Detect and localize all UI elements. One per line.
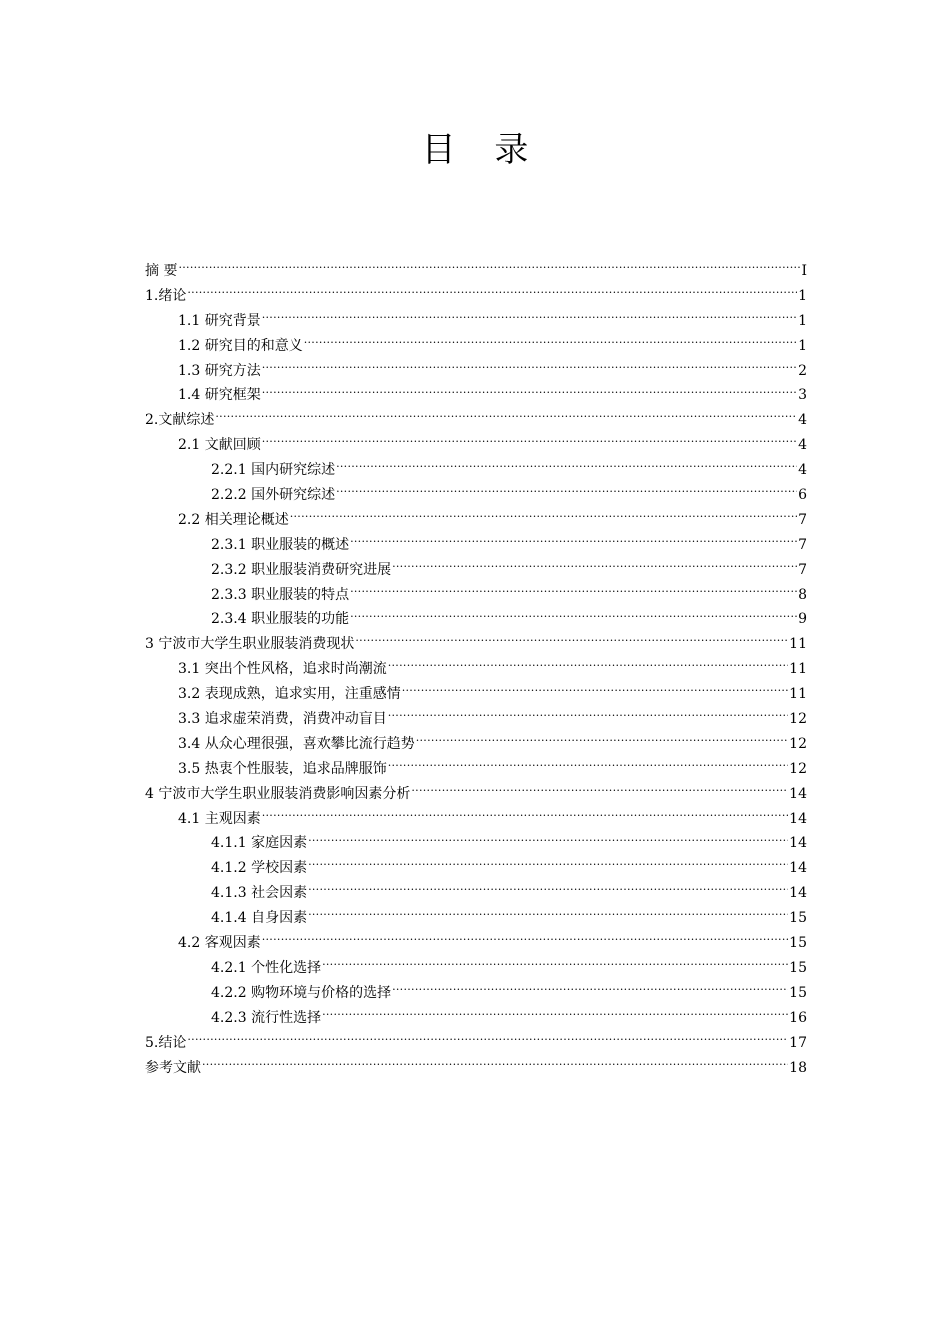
toc-leader-dots xyxy=(262,311,797,325)
toc-leader-dots xyxy=(178,261,800,275)
toc-entry-page-number: 1 xyxy=(798,337,807,354)
toc-entry-label: 1.绪论 xyxy=(145,287,187,304)
toc-entry-page-number: 4 xyxy=(798,462,807,479)
toc-entry[interactable] xyxy=(145,458,807,483)
toc-entry-label: 1.2 研究目的和意义 xyxy=(178,337,303,354)
toc-entry-label: 摘 要 xyxy=(145,263,178,279)
toc-leader-dots xyxy=(187,286,797,300)
toc-entry-label: 3.5 热衷个性服装，追求品牌服饰 xyxy=(178,760,387,777)
toc-entry[interactable] xyxy=(145,632,807,657)
toc-entry[interactable] xyxy=(145,707,807,732)
toc-entry-label: 2.3.4 职业服装的功能 xyxy=(211,611,350,628)
toc-entry-page-number: 15 xyxy=(789,984,807,1001)
toc-entry[interactable] xyxy=(145,309,807,334)
toc-entry[interactable] xyxy=(145,956,807,981)
toc-entry-label: 2.3.3 职业服装的特点 xyxy=(211,586,350,603)
toc-entry[interactable] xyxy=(145,831,807,856)
toc-entry[interactable] xyxy=(145,334,807,359)
toc-entry[interactable] xyxy=(145,408,807,433)
toc-entry-label: 1.1 研究背景 xyxy=(178,312,261,329)
toc-entry-label: 1.3 研究方法 xyxy=(178,362,261,379)
toc-leader-dots xyxy=(388,659,788,673)
toc-entry[interactable] xyxy=(145,533,807,558)
toc-entry[interactable] xyxy=(145,1031,807,1056)
toc-entry[interactable] xyxy=(145,359,807,384)
toc-entry-page-number: 12 xyxy=(789,735,807,752)
toc-entry-page-number: 7 xyxy=(798,561,807,578)
toc-leader-dots xyxy=(336,460,797,474)
toc-entry[interactable] xyxy=(145,558,807,583)
toc-entry-label: 4.2.3 流行性选择 xyxy=(211,1009,322,1026)
toc-entry-page-number: 12 xyxy=(789,711,807,728)
toc-leader-dots xyxy=(308,908,788,922)
toc-entry-label: 1.4 研究框架 xyxy=(178,387,261,404)
toc-entry-page-number: 15 xyxy=(789,959,807,976)
toc-entry-page-number: 11 xyxy=(789,661,807,678)
toc-entry[interactable] xyxy=(145,483,807,508)
toc-entry-label: 4.1.2 学校因素 xyxy=(211,860,308,877)
toc-entry-page-number: 3 xyxy=(798,387,807,404)
toc-leader-dots xyxy=(308,833,788,847)
toc-entry-label: 2.1 文献回顾 xyxy=(178,437,261,454)
toc-leader-dots xyxy=(262,361,797,375)
toc-leader-dots xyxy=(336,485,797,499)
toc-entry-label: 4.1.3 社会因素 xyxy=(211,885,308,902)
toc-leader-dots xyxy=(308,883,788,897)
toc-leader-dots xyxy=(411,784,788,798)
toc-entry[interactable] xyxy=(145,732,807,757)
toc-entry-label: 4.1 主观因素 xyxy=(178,810,261,827)
toc-entry[interactable] xyxy=(145,284,807,309)
toc-leader-dots xyxy=(392,983,788,997)
toc-leader-dots xyxy=(262,385,797,399)
toc-entry[interactable] xyxy=(145,981,807,1006)
toc-leader-dots xyxy=(416,734,788,748)
toc-entry-label: 2.2.2 国外研究综述 xyxy=(211,487,336,504)
toc-entry-page-number: 15 xyxy=(789,935,807,952)
toc-entry-page-number: 2 xyxy=(798,362,807,379)
toc-entry-label: 3.4 从众心理很强，喜欢攀比流行趋势 xyxy=(178,735,415,752)
toc-entry-page-number: 14 xyxy=(789,810,807,827)
toc-leader-dots xyxy=(262,435,797,449)
toc-entry-page-number: I xyxy=(801,263,807,279)
toc-entry-label: 2.3.2 职业服装消费研究进展 xyxy=(211,561,392,578)
toc-leader-dots xyxy=(215,410,797,424)
toc-entry-page-number: 12 xyxy=(789,760,807,777)
toc-leader-dots xyxy=(355,634,788,648)
toc-leader-dots xyxy=(402,684,788,698)
toc-entry-page-number: 15 xyxy=(789,910,807,927)
toc-entry[interactable] xyxy=(145,583,807,608)
toc-entry[interactable] xyxy=(145,1006,807,1031)
toc-entry-page-number: 9 xyxy=(798,611,807,628)
toc-entry-page-number: 7 xyxy=(798,536,807,553)
toc-entry-page-number: 14 xyxy=(789,785,807,802)
table-of-contents xyxy=(145,259,807,1080)
toc-entry-label: 参考文献 xyxy=(145,1059,201,1076)
toc-entry[interactable] xyxy=(145,856,807,881)
toc-leader-dots xyxy=(262,933,788,947)
toc-leader-dots xyxy=(350,609,797,623)
toc-entry-label: 5.结论 xyxy=(145,1034,187,1051)
toc-entry-page-number: 14 xyxy=(789,860,807,877)
toc-entry-label: 4.2 客观因素 xyxy=(178,935,261,952)
toc-entry-page-number: 17 xyxy=(789,1034,807,1051)
toc-entry-page-number: 4 xyxy=(798,437,807,454)
toc-entry-page-number: 1 xyxy=(798,312,807,329)
toc-leader-dots xyxy=(388,709,788,723)
toc-entry[interactable] xyxy=(145,906,807,931)
toc-leader-dots xyxy=(392,560,797,574)
toc-entry[interactable] xyxy=(145,782,807,807)
toc-entry-label: 4.2.1 个性化选择 xyxy=(211,959,322,976)
toc-entry-label: 4.1.4 自身因素 xyxy=(211,910,308,927)
toc-entry-label: 3.1 突出个性风格，追求时尚潮流 xyxy=(178,661,387,678)
page-title: 目 录 xyxy=(421,130,543,170)
toc-entry-label: 4.2.2 购物环境与价格的选择 xyxy=(211,984,392,1001)
toc-entry[interactable] xyxy=(145,433,807,458)
toc-entry-page-number: 4 xyxy=(798,412,807,429)
toc-leader-dots xyxy=(290,510,797,524)
toc-entry-label: 4.1.1 家庭因素 xyxy=(211,835,308,852)
toc-leader-dots xyxy=(308,858,788,872)
toc-entry-label: 2.2 相关理论概述 xyxy=(178,511,289,528)
toc-entry[interactable] xyxy=(145,807,807,832)
toc-entry[interactable] xyxy=(145,881,807,906)
toc-entry[interactable] xyxy=(145,757,807,782)
toc-leader-dots xyxy=(187,1033,788,1047)
toc-entry[interactable] xyxy=(145,931,807,956)
toc-entry[interactable] xyxy=(145,682,807,707)
toc-leader-dots xyxy=(202,1058,788,1072)
toc-entry-page-number: 11 xyxy=(789,686,807,703)
toc-entry-page-number: 11 xyxy=(789,636,807,653)
toc-leader-dots xyxy=(262,809,788,823)
toc-entry-label: 2.文献综述 xyxy=(145,412,215,429)
toc-entry-page-number: 1 xyxy=(798,287,807,304)
toc-entry-label: 2.2.1 国内研究综述 xyxy=(211,462,336,479)
toc-entry-label: 3.2 表现成熟，追求实用，注重感情 xyxy=(178,686,401,703)
toc-entry-page-number: 6 xyxy=(798,487,807,504)
toc-entry-label: 3 宁波市大学生职业服装消费现状 xyxy=(145,636,355,653)
toc-entry-page-number: 14 xyxy=(789,885,807,902)
toc-entry-page-number: 16 xyxy=(789,1009,807,1026)
toc-entry[interactable] xyxy=(145,259,807,284)
toc-leader-dots xyxy=(322,1008,788,1022)
toc-entry-page-number: 8 xyxy=(798,586,807,603)
toc-entry-label: 3.3 追求虚荣消费，消费冲动盲目 xyxy=(178,711,387,728)
toc-entry[interactable] xyxy=(145,657,807,682)
toc-leader-dots xyxy=(388,759,788,773)
toc-leader-dots xyxy=(350,585,797,599)
toc-leader-dots xyxy=(304,336,797,350)
toc-entry-page-number: 7 xyxy=(798,511,807,528)
toc-entry[interactable] xyxy=(145,607,807,632)
toc-entry[interactable] xyxy=(145,383,807,408)
toc-entry-label: 2.3.1 职业服装的概述 xyxy=(211,536,350,553)
toc-leader-dots xyxy=(350,535,797,549)
toc-entry[interactable] xyxy=(145,508,807,533)
toc-leader-dots xyxy=(322,958,788,972)
toc-entry-page-number: 14 xyxy=(789,835,807,852)
toc-entry[interactable] xyxy=(145,1056,807,1081)
toc-entry-page-number: 18 xyxy=(789,1059,807,1076)
toc-entry-label: 4 宁波市大学生职业服装消费影响因素分析 xyxy=(145,785,411,802)
